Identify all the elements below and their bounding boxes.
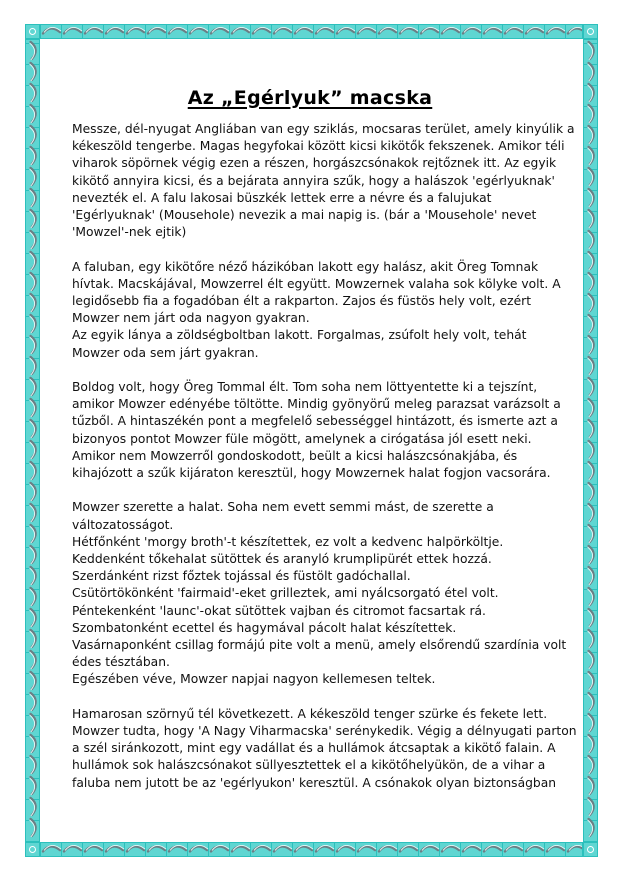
paragraph-5 [72, 706, 577, 792]
border-right-rope [583, 39, 598, 842]
border-corner-icon [583, 24, 598, 39]
text-line: Messze, dél-nyugat Angliában van egy sziklás, mocsaras terület, amely kinyúlik a [72, 122, 575, 136]
text-line: Hamarosan szörnyű tél következett. A kékeszöld tenger szürke és fekete lett. [72, 706, 548, 721]
paragraph-3 [72, 379, 561, 482]
document-title: Az „Egérlyuk” macska [187, 86, 433, 109]
text-line: Mowzer tudta, hogy 'A Nagy Viharmacska' serénykedik. Végig a délnyugati parton [72, 724, 577, 739]
text-line: amikor Mowzer edényébe töltötte. Mindig gyönyörű meleg parazsat varázsolt a [72, 397, 561, 412]
text-line: Keddenként tőkehalat sütöttek és aranyló krumplipürét ettek hozzá. [72, 552, 492, 567]
rope-pattern [584, 40, 597, 841]
text-line: viharok söpörnek végig ezen a részen, horgászcsónakok rejtőznek itt. Az egyik [72, 156, 557, 171]
text-line: változatosságot. [72, 517, 174, 532]
text-line: kikötő annyira kicsi, és a bejárata annyira szűk, hogy a halászok 'egérlyuknak' [72, 173, 555, 188]
text-line: édes tésztában. [72, 655, 170, 670]
rope-pattern [26, 40, 39, 841]
border-top-rope [40, 24, 583, 39]
text-line: a szél siránkozott, mint egy vadállat és a hullámok átcsaptak a kikötő falain. A [72, 741, 556, 756]
text-line: kékeszöld tengerbe. Magas hegyfokai között kicsi kikötők fekszenek. Amikor téli [72, 139, 565, 154]
text-line: nevezték el. A falu lakosai büszkék lettek erre a névre és a falujukat [72, 190, 492, 205]
text-line: 'Mowzel'-nek ejtik) [72, 225, 187, 240]
text-line: Az egyik lánya a zöldségboltban lakott. Forgalmas, zsúfolt hely volt, tehát [72, 328, 527, 343]
paragraph-2 [72, 259, 561, 362]
border-bottom-rope [40, 842, 583, 857]
story-body [72, 121, 577, 809]
text-line: Vasárnaponként csillag formájú pite volt a menü, amely elsőrendű szardínia volt [72, 638, 567, 653]
border-corner-icon [25, 24, 40, 39]
text-line: Hétfőnként 'morgy broth'-t készítettek, ez volt a kedvenc halpörköltje. [72, 534, 504, 549]
border-corner-icon [583, 842, 598, 857]
text-line: Mowzer nem járt oda nagyon gyakran. [72, 311, 310, 326]
text-line: Csütörtökönként 'fairmaid'-eket grilleztek, ami nyálcsorgató étel volt. [72, 586, 499, 601]
text-line: Szerdánként rizst főztek tojással és füstölt gadóchallal. [72, 569, 411, 584]
text-line: Amikor nem Mowzerről gondoskodott, beült a kicsi halászcsónakjába, és [72, 448, 518, 463]
text-line: Boldog volt, hogy Öreg Tommal élt. Tom soha nem löttyentette ki a tejszínt, [72, 380, 538, 395]
rope-pattern [41, 25, 582, 38]
text-line: Szombatonként ecettel és hagymával pácolt halat készítettek. [72, 620, 457, 635]
text-line: hullámok sok halászcsónakot süllyesztettek el a kikötőhelyükön, de a vihar a [72, 758, 546, 773]
text-line: tűzből. A hintaszékén pont a megfelelő sebességgel hintázott, és ismerte azt a [72, 414, 558, 429]
text-line: 'Egérlyuknak' (Mousehole) nevezik a mai napig is. (bár a 'Mousehole' nevet [72, 208, 537, 223]
text-line: Mowzer oda sem járt gyakran. [72, 345, 259, 360]
paragraph-1 [72, 121, 575, 241]
border-left-rope [25, 39, 40, 842]
text-line: Péntekenként 'launc'-okat sütöttek vajban és citromot facsartak rá. [72, 603, 486, 618]
text-line: legidősebb fia a fogadóban élt a rakparton. Zajos és füstös hely volt, ezért [72, 294, 532, 309]
border-corner-icon [25, 842, 40, 857]
text-line: faluba nem jutott be az 'egérlyukon' keresztül. A csónakok olyan biztonságban [72, 775, 557, 790]
text-line: Egészében véve, Mowzer napjai nagyon kellemesen teltek. [72, 672, 436, 687]
text-line: A faluban, egy kikötőre néző házikóban lakott egy halász, akit Öreg Tomnak [72, 259, 539, 274]
text-line: bizonyos pontot Mowzer füle mögött, amelynek a cirógatása jól esett neki. [72, 431, 532, 446]
text-line: Mowzer szerette a halat. Soha nem evett semmi mást, de szerette a [72, 500, 494, 515]
text-line: kihajózott a szűk kijáraton keresztül, hogy Mowzernek halat fogjon vacsorára. [72, 466, 551, 481]
rope-pattern [41, 843, 582, 856]
paragraph-4 [72, 499, 567, 688]
text-line: hívtak. Macskájával, Mowzerrel élt együtt. Mowzernek valaha sok kölyke volt. A [72, 276, 561, 291]
